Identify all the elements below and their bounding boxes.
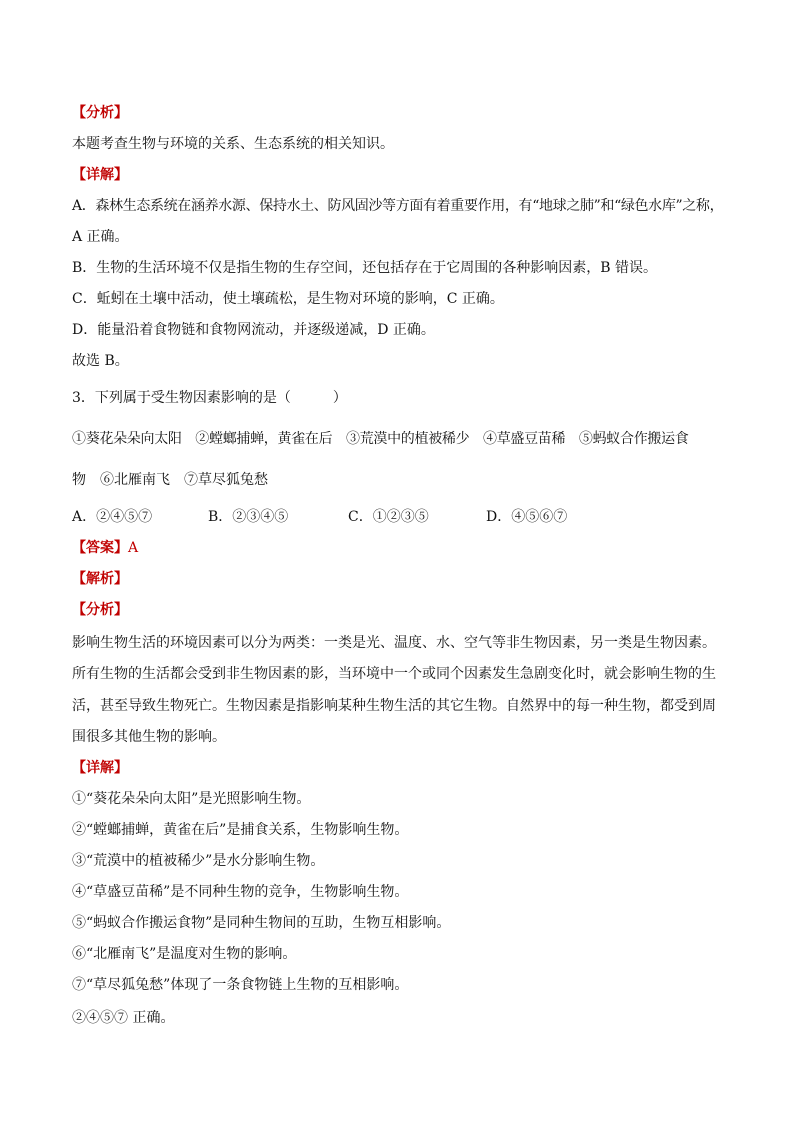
option-b: B．②③④⑤: [208, 509, 289, 525]
conclusion-line: 故选 B。: [72, 353, 129, 369]
answer-line: [72, 538, 734, 558]
detail2-line1: ①“葵花朵朵向太阳”是光照影响生物。: [72, 791, 311, 807]
question-items-line1: ①葵花朵朵向太阳 ②螳螂捕蝉，黄雀在后 ③荒漠中的植被稀少 ④草盛豆苗稀 ⑤蚂蚁合作搬运食: [72, 431, 689, 447]
option-c: C．①②③⑤: [348, 509, 429, 525]
question-options: [72, 507, 734, 527]
detail-line-a: A．森林生态系统在涵养水源、保持水土、防风固沙等方面有着重要作用，有“地球之肺”和“绿色水库”之称，: [72, 198, 724, 214]
question-items-line2: 物 ⑥北雁南飞 ⑦草尽狐兔愁: [72, 472, 268, 488]
analysis-heading: 【分析】: [72, 105, 128, 121]
explanation-heading: 【解析】: [72, 571, 128, 587]
analysis2-line1: 影响生物生活的环境因素可以分为两类：一类是光、温度、水、空气等非生物因素，另一类是生物因素。: [72, 635, 716, 651]
detail2-line5: ⑤“蚂蚁合作搬运食物”是同种生物间的互助，生物互相影响。: [72, 915, 451, 931]
detail-line-c: C．蚯蚓在土壤中活动，使土壤疏松，是生物对环境的影响，C 正确。: [72, 291, 504, 307]
analysis2-line2: 所有生物的生活都会受到非生物因素的影，当环境中一个或同个因素发生急剧变化时，就会影响生物的生: [72, 666, 716, 682]
detail2-heading: 【详解】: [72, 760, 128, 776]
analysis2-line3: 活，甚至导致生物死亡。生物因素是指影响某种生物生活的其它生物。自然界中的每一种生物，都受到周: [72, 698, 716, 714]
detail2-line7: ⑦“草尽狐兔愁”体现了一条食物链上生物的互相影响。: [72, 977, 409, 993]
detail2-line6: ⑥“北雁南飞”是温度对生物的影响。: [72, 946, 297, 962]
answer-heading: 【答案】: [72, 540, 128, 556]
question-stem: 3．下列属于受生物因素影响的是（ ）: [72, 390, 347, 406]
detail2-conclusion: ②④⑤⑦ 正确。: [72, 1010, 175, 1026]
detail-line-b: B．生物的生活环境不仅是指生物的生存空间，还包括存在于它周围的各种影响因素，B 错误。: [72, 260, 658, 276]
detail2-line4: ④“草盛豆苗稀”是不同种生物的竞争，生物影响生物。: [72, 884, 409, 900]
answer-value: A: [128, 540, 139, 556]
analysis-text: 本题考查生物与环境的关系、生态系统的相关知识。: [72, 136, 394, 152]
analysis2-line4: 围很多其他生物的影响。: [72, 729, 226, 745]
detail2-line2: ②“螳螂捕蝉，黄雀在后”是捕食关系，生物影响生物。: [72, 822, 409, 838]
detail-line-a-cont: A 正确。: [72, 229, 129, 245]
option-a: A．②④⑤⑦: [72, 509, 153, 525]
option-d: D．④⑤⑥⑦: [486, 509, 568, 525]
analysis2-heading: 【分析】: [72, 602, 128, 618]
detail2-line3: ③“荒漠中的植被稀少”是水分影响生物。: [72, 853, 325, 869]
detail-line-d: D．能量沿着食物链和食物网流动，并逐级递减，D 正确。: [72, 322, 435, 338]
detail-heading: 【详解】: [72, 167, 128, 183]
